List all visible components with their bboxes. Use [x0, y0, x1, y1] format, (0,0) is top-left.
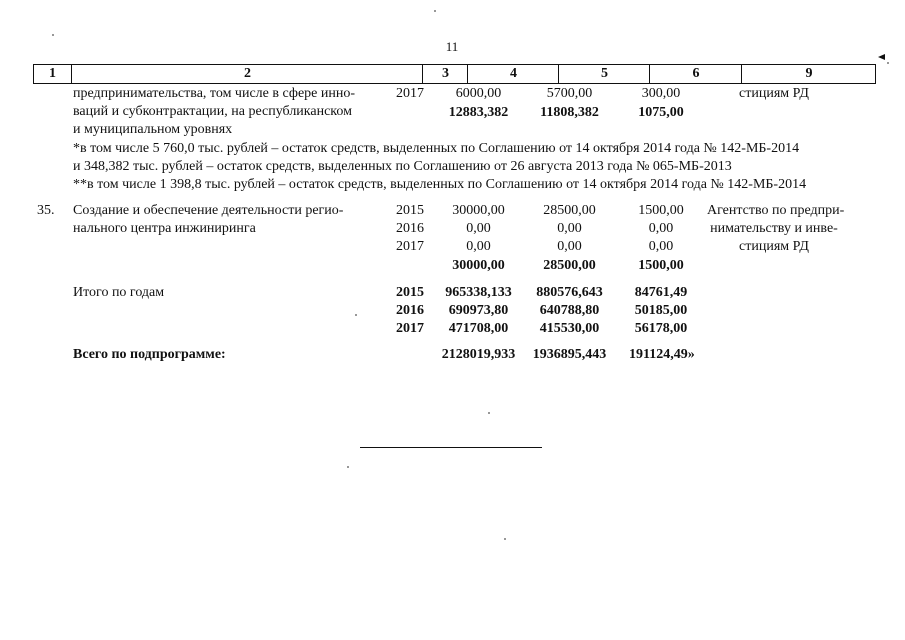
row-executor-line: Агентство по предпри-: [707, 203, 845, 218]
row-description-line: нального центра инжиниринга: [73, 221, 256, 236]
row-value-col4: 6000,00: [455, 86, 502, 101]
row-year: 2015: [396, 203, 424, 218]
scan-speck: [488, 412, 490, 414]
header-col-6: 6: [649, 65, 742, 83]
row-description-line: ваций и субконтрактации, на республиканском: [73, 104, 352, 119]
scan-speck: [887, 62, 889, 64]
row-total-col6: 1075,00: [638, 105, 684, 120]
row-value-col6: 0,00: [648, 221, 674, 236]
totals-col4: 965338,133: [445, 285, 512, 300]
totals-year: 2015: [396, 285, 424, 300]
row-value-col5: 0,00: [557, 239, 582, 254]
row-year: 2016: [396, 221, 424, 236]
footnote-line: и 348,382 тыс. рублей – остаток средств, выделенных по Соглашению от 26 августа 2013 года № 065-МБ-2013: [73, 159, 732, 174]
totals-col6: 84761,49: [634, 285, 688, 300]
row-year: 2017: [396, 239, 424, 254]
totals-label: Итого по годам: [73, 285, 165, 300]
row-value-col5: 28500,00: [543, 203, 596, 218]
closing-rule: [360, 447, 542, 448]
scan-speck: [52, 34, 54, 36]
totals-year: 2016: [396, 303, 424, 318]
row-description-line: Создание и обеспечение деятельности регио-: [73, 203, 344, 218]
row-executor-line: нимательству и инве-: [710, 221, 838, 236]
table-header: [33, 64, 876, 84]
row-value-col4: 30000,00: [452, 203, 505, 218]
margin-arrow-icon: [878, 54, 885, 60]
row-total-col5: 11808,382: [540, 105, 599, 120]
totals-col4: 471708,00: [448, 321, 509, 336]
row-description-line: и муниципальном уровнях: [73, 122, 233, 137]
row-year: 2017: [396, 86, 424, 101]
row-value-col4: 0,00: [466, 221, 491, 236]
row-total-col4: 30000,00: [452, 258, 505, 273]
row-value-col4: 0,00: [466, 239, 491, 254]
grand-total-label: Всего по подпрограмме:: [73, 347, 226, 362]
totals-year: 2017: [396, 321, 424, 336]
scan-speck: [434, 10, 436, 12]
header-col-1: 1: [49, 66, 56, 81]
header-col-4: 4: [467, 65, 559, 83]
grand-total-col4: 2128019,933: [441, 347, 516, 362]
row-value-col6: 0,00: [648, 239, 674, 254]
header-col-9: 9: [741, 65, 876, 83]
row-total-col5: 28500,00: [543, 258, 596, 273]
row-description-line: предпринимательства, том числе в сфере инно-: [73, 86, 356, 101]
totals-col4: 690973,80: [448, 303, 509, 318]
footnote-line: **в том числе 1 398,8 тыс. рублей – остаток средств, выделенных по Соглашению от 14 октября 2014 года № 142-МБ-2014: [73, 177, 807, 192]
row-value-col5: 5700,00: [546, 86, 593, 101]
totals-col5: 880576,643: [536, 285, 603, 300]
row-executor: стициям РД: [739, 86, 809, 101]
scan-speck: [347, 466, 349, 468]
grand-total-col5: 1936895,443: [532, 347, 607, 362]
grand-total-col6: 191124,49»: [629, 347, 695, 362]
row-number: 35.: [37, 203, 55, 218]
page-number: 11: [445, 39, 459, 54]
totals-col6: 50185,00: [634, 303, 688, 318]
row-total-col6: 1500,00: [638, 258, 684, 273]
row-value-col6: 300,00: [641, 86, 681, 101]
row-value-col6: 1500,00: [638, 203, 684, 218]
totals-col5: 415530,00: [539, 321, 600, 336]
totals-col6: 56178,00: [634, 321, 688, 336]
row-executor-line: стициям РД: [739, 239, 809, 254]
scan-speck: [355, 314, 357, 316]
header-col-5: 5: [558, 65, 650, 83]
footnote-line: *в том числе 5 760,0 тыс. рублей – остаток средств, выделенных по Соглашению от 14 октября 2014 года № 142-МБ-2014: [73, 141, 800, 156]
totals-col5: 640788,80: [539, 303, 600, 318]
header-col-2: 2: [71, 65, 423, 83]
row-total-col4: 12883,382: [448, 105, 509, 120]
row-value-col5: 0,00: [557, 221, 582, 236]
header-col-3: 3: [422, 65, 468, 83]
scan-speck: [504, 538, 506, 540]
